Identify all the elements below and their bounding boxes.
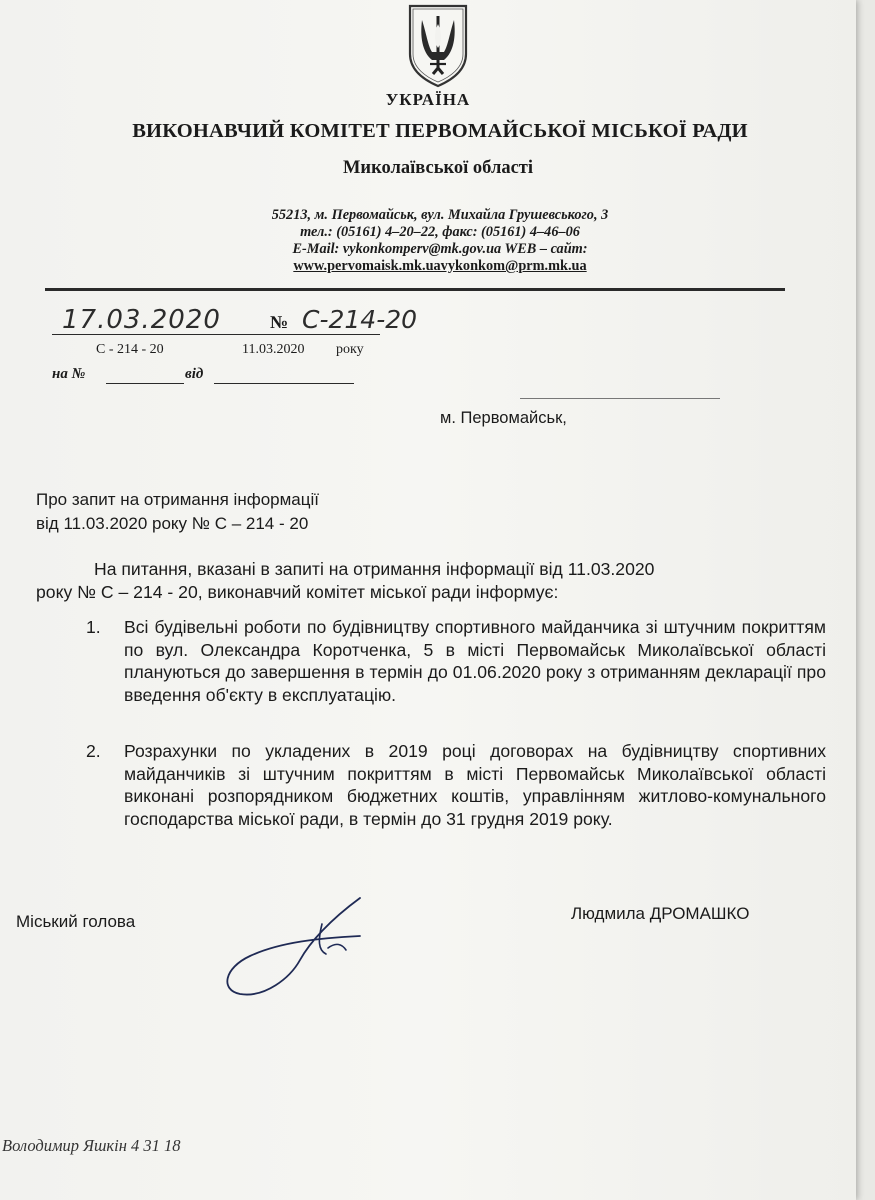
handwritten-number: С-214-20 [302,305,418,334]
subject-line-2: від 11.03.2020 року № С – 214 - 20 [36,514,309,533]
number-sign: № [270,312,289,332]
signatory-position: Міський голова [16,912,136,931]
executor-footer: Володимир Яшкін 4 31 18 [2,1136,181,1155]
reply-from-blank [214,383,354,384]
list-item-number: 2. [86,741,101,761]
body-intro-line-2: року № С – 214 - 20, виконавчий комітет міської ради інформує: [36,582,559,602]
body-intro-line-1: На питання, вказані в запиті на отримання інформації від 11.03.2020 [94,559,655,579]
printed-year-suffix: року [336,342,364,357]
header-divider [45,288,785,291]
header-country: УКРАЇНА [385,90,471,109]
printed-date: 11.03.2020 [242,342,305,357]
address-line: 55213, м. Первомайськ, вул. Михайла Грушевського, 3 [271,207,609,223]
registration-underline [52,334,380,335]
list-item-text: Всі будівельні роботи по будівництву спортивного майданчика зі штучним покриттям по вул. Олександра Коротченка, 5 в місті Первомайськ Миколаївської області плануються до завершення в термін до 01.06.2020 року з отриманням декларації про введення об'єкту в експлуатацію. [124,617,826,705]
reply-to-label: на № [52,366,86,382]
web-line: www.pervomaisk.mk.uavykonkom@prm.mk.ua [293,258,587,274]
signatory-name: Людмила ДРОМАШКО [571,904,750,923]
handwritten-signature-icon [210,890,390,1000]
subject-line-1: Про запит на отримання інформації [36,490,319,509]
city: м. Первомайськ, [440,409,567,427]
header-region: Миколаївської області [342,158,534,178]
handwritten-date: 17.03.2020 [62,305,221,335]
addressee-line [520,398,720,399]
reply-from-label: від [185,366,204,382]
email-line: E-Mail: vykonkomperv@mk.gov.ua WEB – сайт: [292,241,588,257]
list-item-text: Розрахунки по укладених в 2019 році договорах на будівництву спортивних майданчиків зі штучним покриттям в місті Первомайськ Миколаївської області виконані розпорядником бюджетних коштів, управлінням житлово-комунального господарства міської ради, в термін до 31 грудня 2019 року. [124,741,826,829]
header-contacts [190,207,690,275]
trident-coat-of-arms-icon [402,2,474,88]
list-item-number: 1. [86,617,101,637]
letter-subject [36,488,319,536]
header-organization: ВИКОНАВЧИЙ КОМІТЕТ ПЕРВОМАЙСЬКОЇ МІСЬКОЇ РАДИ [132,120,748,142]
reply-to-blank [106,383,184,384]
phone-line: тел.: (05161) 4–20–22, факс: (05161) 4–46–06 [300,224,580,240]
printed-reference: С - 214 - 20 [96,342,164,357]
